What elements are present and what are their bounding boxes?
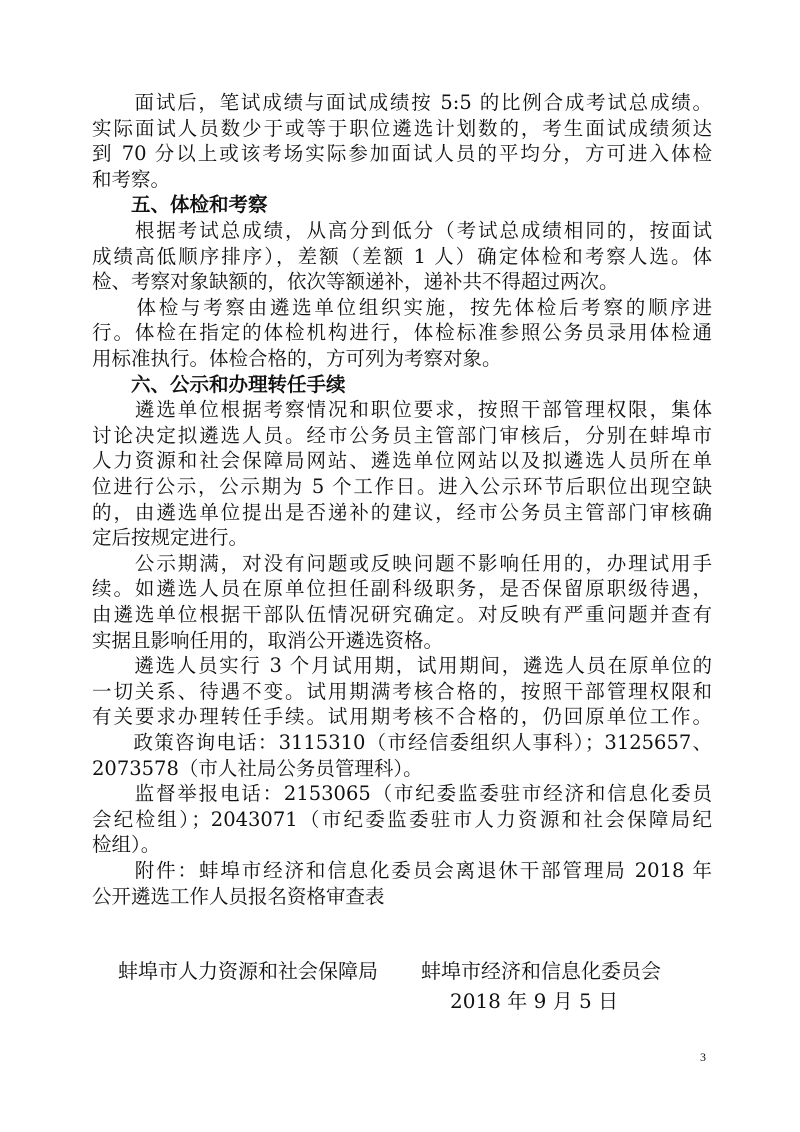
body-line: 监督举报电话：2153065（市纪委监委驻市经济和信息化委员 <box>92 782 712 806</box>
body-line: 会纪检组）；2043071（市纪委监委驻市人力资源和社会保障局纪 <box>92 807 712 831</box>
issuer-economy-commission: 蚌埠市经济和信息化委员会 <box>421 959 661 983</box>
body-line: 的，由遴选单位提出是否递补的建议，经市公务员主管部门审核确 <box>92 500 712 524</box>
body-line: 到 70 分以上或该考场实际参加面试人员的平均分，方可进入体检 <box>92 142 712 166</box>
body-line: 根据考试总成绩，从高分到低分（考试总成绩相同的，按面试 <box>92 219 712 242</box>
body-line: 2073578（市人社局公务员管理科）。 <box>92 756 423 780</box>
body-line: 体检与考察由遴选单位组织实施，按先体检后考察的顺序进 <box>92 295 712 319</box>
body-line: 政策咨询电话：3115310（市经信委组织人事科）；3125657、 <box>92 731 712 754</box>
page-number: 3 <box>700 1050 706 1064</box>
body-line: 定后按规定进行。 <box>92 526 249 550</box>
section-heading: 六、公示和办理转任手续 <box>92 372 346 396</box>
body-line: 由遴选单位根据干部队伍情况研究确定。对反映有严重问题并查有 <box>92 603 712 626</box>
body-line: 行。体检在指定的体检机构进行，体检标准参照公务员录用体检通 <box>92 321 712 345</box>
issuer-hrss-bureau: 蚌埠市人力资源和社会保障局 <box>118 959 378 983</box>
body-line: 用标准执行。体检合格的，方可列为考察对象。 <box>92 347 502 370</box>
body-line: 讨论决定拟遴选人员。经市公务员主管部门审核后，分别在蚌埠市 <box>92 423 712 447</box>
issue-date: 2018 年 9 月 5 日 <box>450 989 619 1013</box>
body-line: 公示期满，对没有问题或反映问题不影响任用的，办理试用手 <box>92 551 712 575</box>
body-line: 附件：蚌埠市经济和信息化委员会离退休干部管理局 2018 年 <box>92 859 712 882</box>
section-heading: 五、体检和考察 <box>92 193 268 217</box>
body-line: 人力资源和社会保障局网站、遴选单位网站以及拟遴选人员所在单 <box>92 449 712 473</box>
body-line: 和考察。 <box>92 167 171 191</box>
body-line: 遴选人员实行 3 个月试用期，试用期间，遴选人员在原单位的 <box>92 654 712 678</box>
body-line: 检组）。 <box>92 833 161 857</box>
body-line: 遴选单位根据考察情况和职位要求，按照干部管理权限，集体 <box>92 398 712 422</box>
body-line: 面试后，笔试成绩与面试成绩按 5:5 的比例合成考试总成绩。 <box>92 91 712 114</box>
body-line: 成绩高低顺序排序），差额（差额 1 人）确定体检和考察人选。体 <box>92 244 712 268</box>
body-line: 实据且影响任用的，取消公开遴选资格。 <box>92 628 444 652</box>
body-line: 公开遴选工作人员报名资格审查表 <box>92 884 385 908</box>
body-line: 有关要求办理转任手续。试用期考核不合格的，仍回原单位工作。 <box>92 705 712 729</box>
body-line: 检、考察对象缺额的，依次等额递补，递补共不得超过两次。 <box>92 270 619 294</box>
body-line: 一切关系、待遇不变。试用期满考核合格的，按照干部管理权限和 <box>92 679 712 703</box>
body-line: 实际面试人员数少于或等于职位遴选计划数的，考生面试成绩须达 <box>92 116 712 140</box>
body-line: 续。如遴选人员在原单位担任副科级职务，是否保留原职级待遇， <box>92 577 712 601</box>
body-line: 位进行公示，公示期为 5 个工作日。进入公示环节后职位出现空缺 <box>92 475 712 498</box>
